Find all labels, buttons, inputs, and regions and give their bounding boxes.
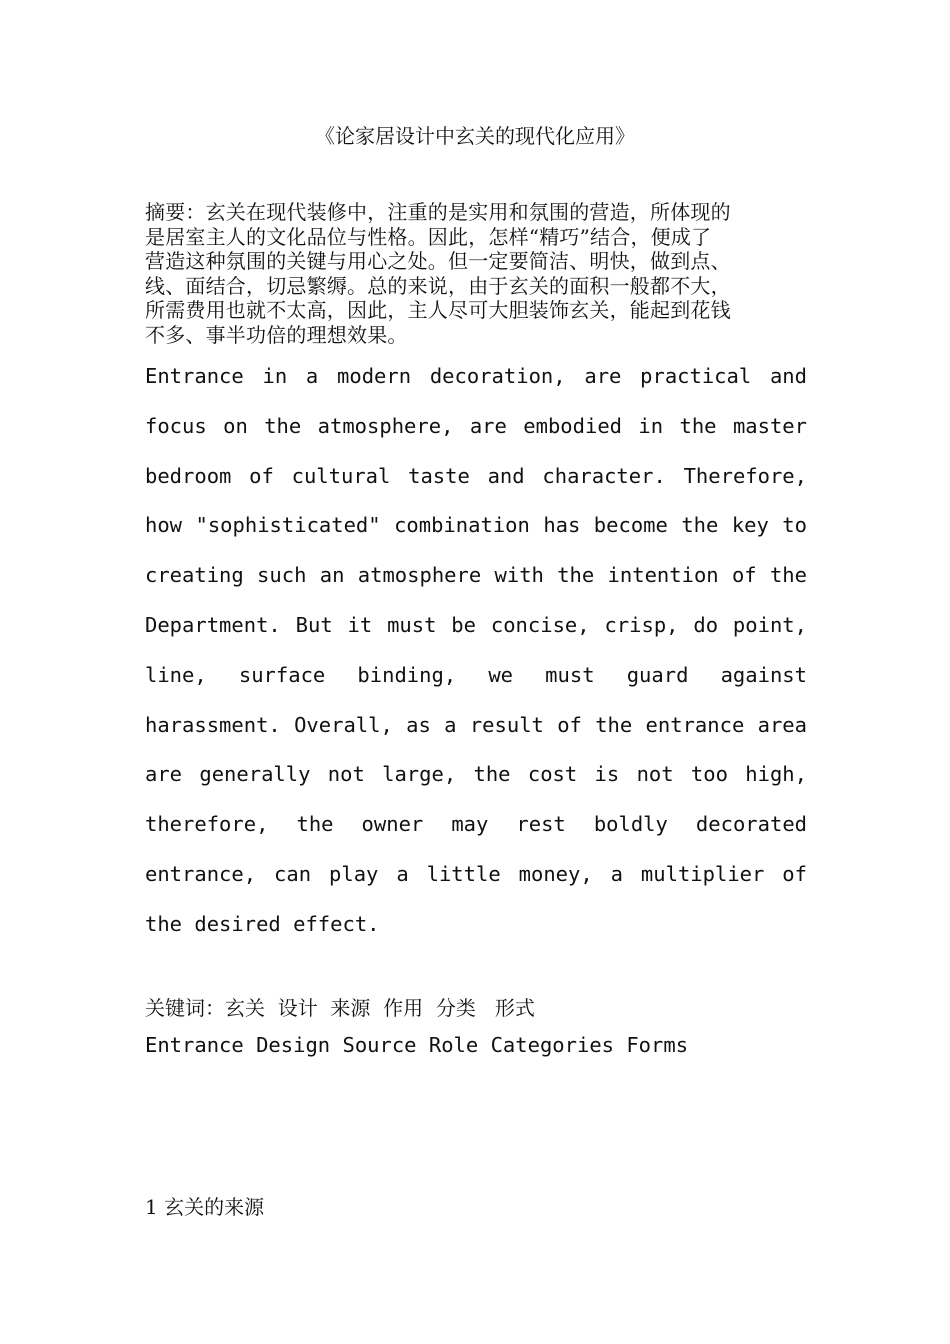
abstract-chinese: 摘要：玄关在现代装修中，注重的是实用和氛围的营造，所体现的 是居室主人的文化品位与性格。因此，怎样“精巧”结合，便成了 营造这种氛围的关键与用心之处。但一定要简洁、明快，做到点、 线、面结合，切忌繁缛。总的来说，由于玄关的面积一般都不大， 所需费用也就不太高，因此，主人尽可大胆装饰玄关，能起到花钱 不多、事半功倍的理想效果。 [145, 200, 731, 347]
keywords-chinese: 关键词：玄关 设计 来源 作用 分类 形式 [145, 996, 535, 1020]
abstract-english: Entrance in a modern decoration, are practical and focus on the atmosphere, are embodied in the master bedroom of cultural taste and character. Therefore, how "sophisticated" combination has become the key to creating such an atmosphere with the intention of the Department. But it must be concise, crisp, do point, line, surface binding, we must guard against harassment. Overall, as a result of the entrance area are generally not large, the cost is not too high, therefore, the owner may rest boldly decorated entrance, can play a little money, a multiplier of the desired effect. [145, 364, 807, 936]
section-heading: 1 玄关的来源 [145, 1195, 265, 1219]
keywords-english: Entrance Design Source Role Categories Forms [145, 1033, 689, 1057]
document-title: 《论家居设计中玄关的现代化应用》 [315, 124, 635, 148]
